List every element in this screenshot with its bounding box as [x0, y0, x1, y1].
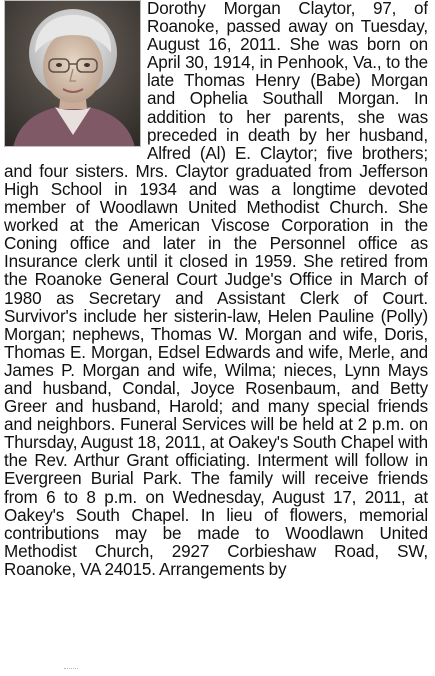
- obituary-text: Dorothy Morgan Claytor, 97, of Roanoke, passed away on Tuesday, August 16, 2011. She was born on April 30, 1914, in Penhook, Va., to the late Thomas Henry (Babe) Morgan and Ophelia Southall Morgan. In addition to her parents, she was preceded in death by her husband, Alfred (Al) E. Claytor; five brothers; and four sisters. Mrs. Claytor graduated from Jefferson High School in 1934 and was a longtime devoted member of Woodlawn United Methodist Church. She worked at the American Viscose Corporation in the Coning office and later in the Personnel office as Insurance clerk until it closed in 1959. She retired from the Roanoke General Court Judge's Office in March of 1980 as Secretary and Assistant Clerk of Court. Survivor's include her sisterin-law, Helen Pauline (Polly) Morgan; nephews, Thomas W. Morgan and wife, Doris, Thomas E. Morgan, Edsel Edwards and wife, Merle, and James P. Morgan and wife, Wilma; nieces, Lynn Mays and husband, Condal, Joyce Rosenbaum, and Betty Greer and husband, Harold; and many special friends and neighbors. Funeral Services will be held at 2 p.m. on Thursday, August 18, 2011, at Oakey's South Chapel with the Rev. Arthur Grant officiating. Interment will follow in Evergreen Burial Park. The family will receive friends from 6 to 8 p.m. on Wednesday, August 17, 2011, at Oakey's South Chapel. In lieu of flowers, memorial contributions may be made to Woodlawn United Methodist Church, 2927 Corbieshaw Road, SW, Roanoke, VA 24015. Arrangements by: [4, 0, 428, 579]
- obituary-article: [4, 0, 428, 676]
- portrait-photo: [4, 0, 141, 147]
- portrait-photo-drawing: [5, 1, 141, 147]
- scan-artifact: [64, 668, 78, 675]
